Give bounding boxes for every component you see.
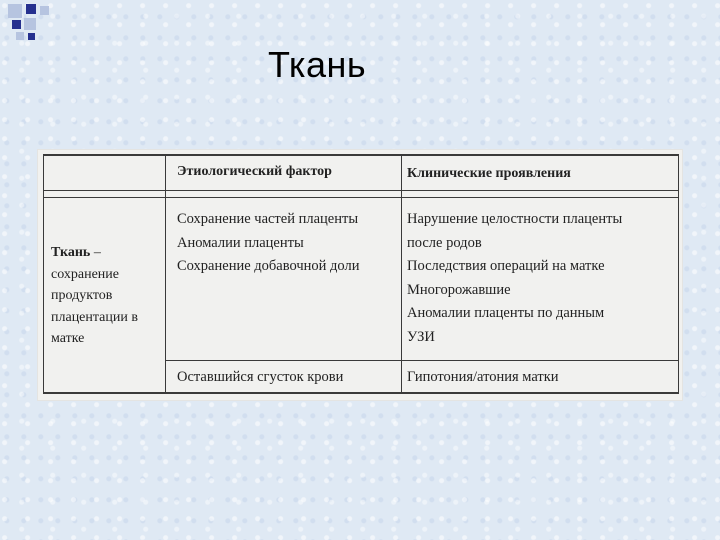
table-line: [43, 190, 679, 191]
table-line: [678, 154, 679, 394]
deco-square: [12, 20, 21, 29]
table-line: [43, 197, 679, 198]
table-image: [38, 150, 682, 400]
row-label-bold: Ткань: [51, 245, 91, 260]
row1-factors: [177, 208, 359, 279]
table-line: [43, 154, 44, 394]
row2-factor: Оставшийся сгусток крови: [177, 369, 344, 385]
corner-decoration: [0, 0, 60, 44]
factor-item: Сохранение добавочной доли: [177, 258, 360, 274]
clinical-item: Аномалии плаценты по данным: [407, 305, 605, 321]
row-label: [51, 242, 138, 350]
clinical-item: Последствия операций на матке: [407, 258, 605, 274]
row2-clinical: Гипотония/атония матки: [407, 369, 559, 385]
row-label-line: сохранение: [51, 266, 119, 282]
row-label-line: плацентации в: [51, 309, 138, 325]
table-line: [165, 360, 679, 361]
row-label-line: матке: [51, 331, 85, 346]
etiology-table: [43, 154, 679, 394]
row1-clinical: [407, 208, 622, 349]
table-line: [165, 154, 166, 394]
deco-square: [28, 33, 35, 40]
deco-square: [16, 32, 24, 40]
clinical-item: после родов: [407, 234, 482, 251]
row-label-dash: –: [90, 245, 101, 260]
deco-square: [40, 6, 49, 15]
row-label-line: продуктов: [51, 288, 113, 303]
table-line: [43, 392, 679, 394]
header-etiology: Этиологический фактор: [177, 164, 332, 179]
header-clinical: Клинические проявления: [407, 166, 571, 181]
deco-square: [8, 4, 22, 18]
slide-title: Ткань: [268, 44, 367, 85]
factor-item: Сохранение частей плаценты: [177, 211, 359, 227]
clinical-item: УЗИ: [407, 328, 435, 345]
table-line: [43, 154, 679, 156]
clinical-item: Многорожавшие: [407, 281, 511, 298]
deco-square: [24, 18, 36, 30]
clinical-item: Нарушение целостности плаценты: [407, 211, 623, 227]
factor-item: Аномалии плаценты: [177, 234, 304, 251]
table-line: [401, 154, 402, 394]
deco-square: [26, 4, 36, 14]
